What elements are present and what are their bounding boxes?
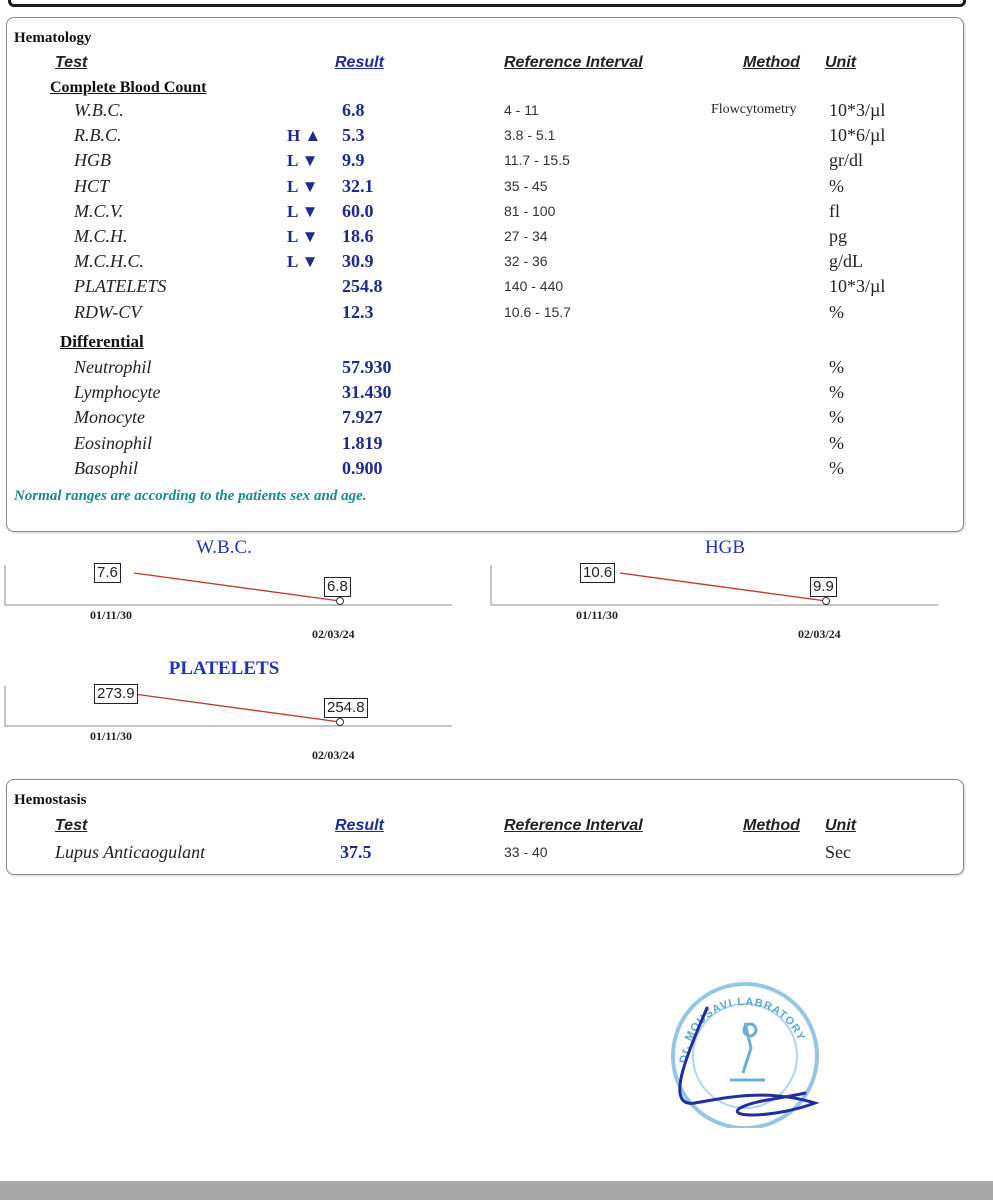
- result-value: 57.930: [342, 357, 392, 377]
- stamp-text: Dr. MOUSAVI LABRATORY: [677, 995, 808, 1064]
- column-header-unit: Unit: [825, 817, 857, 834]
- result-flag: L ▼: [287, 176, 319, 196]
- method: Flowcytometry: [711, 102, 797, 117]
- unit: %: [829, 382, 844, 403]
- column-header-method: Method: [743, 817, 800, 834]
- previous-date: 01/11/30: [576, 608, 619, 622]
- unit: %: [829, 175, 844, 196]
- reference-interval: 32 - 36: [504, 253, 548, 270]
- test-name: Monocyte: [74, 407, 145, 428]
- reference-interval: 27 - 34: [504, 228, 548, 244]
- unit: 10*3/µl: [829, 276, 886, 297]
- column-header-test: Test: [55, 817, 88, 834]
- result-flag: L ▼: [287, 151, 319, 171]
- test-name: PLATELETS: [74, 276, 167, 297]
- result-value: 30.9: [342, 251, 374, 272]
- unit: %: [829, 357, 844, 377]
- test-name: HGB: [74, 150, 111, 171]
- data-point: [337, 598, 344, 605]
- unit: gr/dl: [829, 150, 863, 171]
- unit: g/dL: [829, 251, 863, 272]
- section-title: Hemostasis: [14, 792, 87, 808]
- test-name: M.C.H.: [74, 226, 128, 246]
- trend-line: [620, 573, 826, 601]
- trend-chart: [490, 535, 940, 641]
- section-title: Hematology: [14, 30, 92, 46]
- test-name: Lupus Anticaogulant: [55, 842, 206, 862]
- column-header-result: Result: [335, 817, 384, 834]
- result-value: 32.1: [342, 175, 374, 196]
- test-name: M.C.H.C.: [74, 251, 145, 272]
- result-value: 12.3: [342, 301, 374, 322]
- chart-title: PLATELETS: [168, 658, 280, 679]
- chart-axis: [5, 686, 452, 726]
- test-name: Basophil: [74, 457, 139, 478]
- previous-value-label: 273.9: [94, 684, 138, 704]
- unit: pg: [829, 226, 847, 246]
- column-header-reference: Reference Interval: [504, 54, 643, 71]
- unit: 10*6/µl: [829, 125, 886, 146]
- group-title-differential: Differential: [60, 332, 144, 351]
- column-header-result: Result: [335, 54, 384, 71]
- previous-value-label: 10.6: [580, 563, 615, 583]
- result-value: 254.8: [342, 276, 383, 297]
- column-header-method: Method: [743, 54, 800, 71]
- reference-interval: 33 - 40: [504, 844, 548, 860]
- current-value-label: 6.8: [324, 577, 351, 597]
- data-point: [823, 598, 830, 605]
- result-value: 18.6: [342, 226, 374, 246]
- unit: %: [829, 301, 844, 322]
- reference-interval: 4 - 11: [504, 102, 539, 118]
- test-name: Eosinophil: [74, 432, 153, 453]
- current-date: 02/03/24: [312, 627, 355, 641]
- reference-interval: 140 - 440: [504, 278, 564, 295]
- chart-axis: [5, 565, 452, 605]
- column-header-test: Test: [55, 54, 88, 71]
- column-header-unit: Unit: [825, 54, 857, 71]
- previous-date: 01/11/30: [90, 608, 133, 622]
- normal-ranges-note: Normal ranges are according to the patients sex and age.: [14, 488, 367, 504]
- data-point: [337, 719, 344, 726]
- test-name: R.B.C.: [74, 125, 122, 146]
- test-name: W.B.C.: [74, 100, 124, 120]
- hematology-panel: [6, 17, 964, 532]
- result-value: 6.8: [342, 100, 365, 120]
- footer-bar: [0, 1181, 993, 1200]
- chart-axis: [491, 565, 938, 605]
- test-name: HCT: [74, 175, 110, 196]
- current-value-label: 9.9: [810, 577, 837, 597]
- result-value: 1.819: [342, 432, 383, 453]
- test-name: M.C.V.: [74, 200, 124, 221]
- unit: 10*3/µl: [829, 100, 886, 120]
- unit: fl: [829, 200, 840, 221]
- test-name: RDW-CV: [74, 301, 142, 322]
- chart-plot: [4, 656, 454, 756]
- result-flag: L ▼: [287, 252, 319, 272]
- unit: %: [829, 407, 844, 428]
- reference-interval: 11.7 - 15.5: [504, 152, 570, 169]
- microscope-icon: [730, 1023, 765, 1080]
- trend-chart: [4, 535, 454, 641]
- chart-plot: [490, 535, 940, 635]
- chart-plot: [4, 535, 454, 635]
- group-title-cbc: Complete Blood Count: [50, 79, 207, 96]
- test-name: Lymphocyte: [74, 382, 161, 403]
- current-value-label: 254.8: [324, 698, 368, 718]
- trend-line: [134, 694, 340, 722]
- top-frame-edge: [8, 0, 966, 7]
- previous-value-label: 7.6: [94, 563, 121, 583]
- result-value: 9.9: [342, 150, 365, 171]
- result-value: 31.430: [342, 382, 392, 403]
- unit: %: [829, 432, 844, 453]
- current-date: 02/03/24: [312, 748, 355, 762]
- result-value: 37.5: [340, 842, 372, 862]
- result-value: 7.927: [342, 407, 383, 428]
- laboratory-stamp: [655, 968, 835, 1128]
- result-value: 60.0: [342, 200, 374, 221]
- result-value: 5.3: [342, 125, 365, 146]
- chart-title: W.B.C.: [196, 537, 252, 558]
- hemostasis-panel: [6, 779, 964, 875]
- unit: %: [829, 457, 844, 478]
- previous-date: 01/11/30: [90, 729, 133, 743]
- trend-line: [134, 573, 340, 601]
- result-flag: L ▼: [287, 201, 319, 221]
- column-header-reference: Reference Interval: [504, 817, 643, 834]
- chart-title: HGB: [704, 537, 746, 558]
- result-value: 0.900: [342, 457, 383, 478]
- current-date: 02/03/24: [798, 627, 841, 641]
- result-flag: L ▼: [287, 227, 319, 246]
- reference-interval: 35 - 45: [504, 177, 548, 194]
- result-flag: H ▲: [287, 126, 322, 146]
- test-name: Neutrophil: [74, 357, 152, 377]
- unit: Sec: [825, 842, 851, 862]
- reference-interval: 3.8 - 5.1: [504, 127, 556, 144]
- reference-interval: 10.6 - 15.7: [504, 303, 571, 320]
- trend-chart: [4, 656, 454, 762]
- reference-interval: 81 - 100: [504, 202, 556, 219]
